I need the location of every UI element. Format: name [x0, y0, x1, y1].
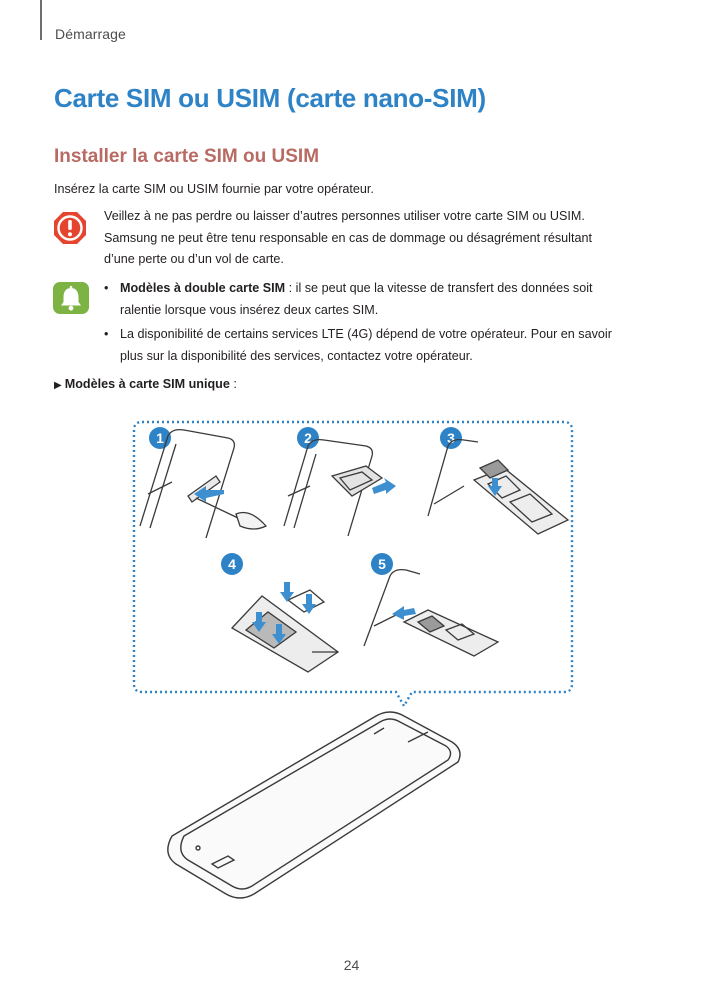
step-badge-4: [221, 553, 243, 575]
press-arrow-b: [302, 594, 316, 614]
callout-frame: [134, 422, 572, 706]
sim-installation-illustration: [128, 416, 578, 916]
step-4-drawing: [232, 590, 338, 672]
note-item: [104, 278, 649, 321]
note-bold-label: Modèles à double carte SIM: [120, 281, 286, 295]
step-2-label: 2: [304, 430, 312, 446]
step-1-label: 1: [156, 430, 164, 446]
running-header: Démarrage: [55, 26, 126, 42]
bullet-icon: •: [104, 281, 109, 295]
note-text: : il se peut que la vitesse de transfert des données soit: [285, 281, 593, 295]
step-badge-5: [371, 553, 393, 575]
press-arrow-a: [280, 582, 294, 602]
bullet-icon: •: [104, 327, 109, 341]
single-sim-colon: :: [229, 377, 237, 391]
step-5-label: 5: [378, 556, 386, 572]
page-number: 24: [343, 957, 360, 973]
warning-text: [104, 206, 649, 271]
single-sim-label: Modèles à carte SIM unique: [64, 377, 230, 391]
step-3-label: 3: [447, 430, 455, 446]
warning-line: d’une perte ou d’un vol de carte.: [104, 252, 284, 266]
warning-line: Samsung ne peut être tenu responsable en cas de dommage ou désagrément résultant: [104, 230, 592, 245]
step-badge-3: [440, 427, 462, 449]
intro-text: Insérez la carte SIM ou USIM fournie par votre opérateur.: [54, 182, 374, 196]
warning-line: Veillez à ne pas perdre ou laisser d’autres personnes utiliser votre carte SIM ou USIM.: [104, 209, 585, 223]
single-sim-heading: [54, 374, 237, 397]
note-item: [104, 324, 649, 367]
step-5-drawing: [364, 570, 498, 656]
bell-icon: [52, 281, 90, 315]
step-4-label: 4: [228, 556, 236, 572]
section-title: Installer la carte SIM ou USIM: [54, 146, 320, 167]
phone-drawing: [168, 712, 460, 898]
note-list: [104, 278, 649, 370]
warning-exclamation-icon: [52, 210, 88, 246]
triangle-right-icon: ▶: [54, 380, 62, 391]
header-rule: [40, 0, 42, 40]
step-2-drawing: [284, 440, 382, 536]
note-text: plus sur la disponibilité des services, contactez votre opérateur.: [120, 348, 473, 363]
page-title: Carte SIM ou USIM (carte nano-SIM): [54, 83, 486, 113]
note-text: ralentie lorsque vous insérez deux cartes SIM.: [120, 302, 379, 317]
note-text: La disponibilité de certains services LTE (4G) dépend de votre opérateur. Pour en savoir: [120, 327, 612, 341]
